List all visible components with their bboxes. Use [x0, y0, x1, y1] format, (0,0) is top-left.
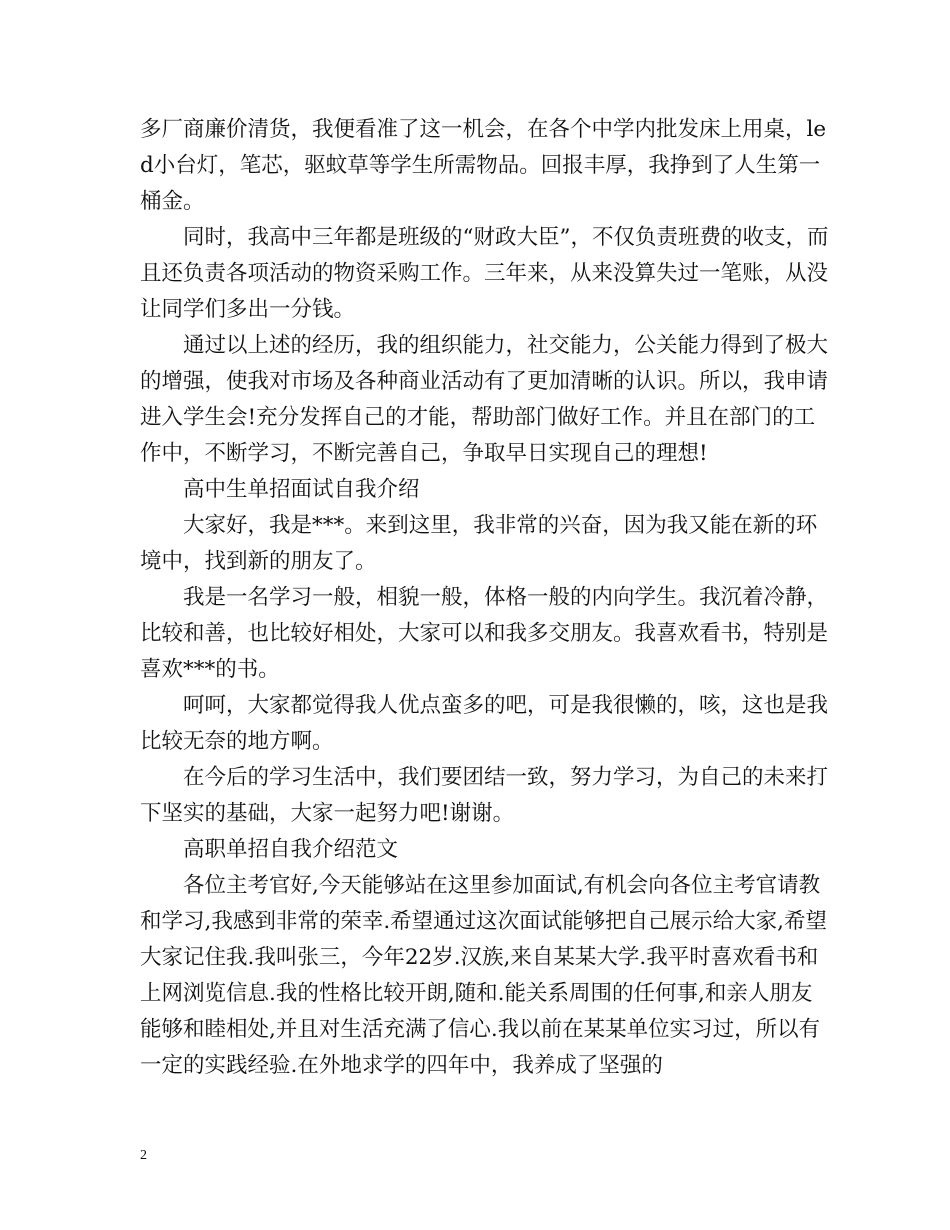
section-heading-vocational-intro: 高职单招自我介绍范文 — [183, 837, 399, 862]
paragraph-6: 我是一名学习一般，相貌一般，体格一般的内向学生。我沉着冷静，比较和善，也比较好相处，大家可以和我多交朋友。我喜欢看书，特别是喜欢***的书。 — [140, 585, 829, 682]
paragraph-1: 多厂商廉价清货，我便看准了这一机会，在各个中学内批发床上用桌，led小台灯，笔芯，驱蚊草等学生所需物品。回报丰厚，我挣到了人生第一桶金。 — [140, 117, 827, 214]
paragraph-5: 大家好，我是***。来到这里，我非常的兴奋，因为我又能在新的环境中，找到新的朋友了。 — [140, 513, 818, 574]
section-heading-high-school-interview: 高中生单招面试自我介绍 — [183, 477, 420, 502]
paragraph-7: 呵呵，大家都觉得我人优点蛮多的吧，可是我很懒的，咳，这也是我比较无奈的地方啊。 — [140, 693, 829, 754]
document-body — [140, 112, 830, 1084]
paragraph-8: 在今后的学习生活中，我们要团结一致，努力学习，为自己的未来打下坚实的基础，大家一起努力吧!谢谢。 — [140, 765, 829, 826]
paragraph-3: 通过以上述的经历，我的组织能力，社交能力，公关能力得到了极大的增强，使我对市场及各种商业活动有了更加清晰的认识。所以，我申请进入学生会!充分发挥自己的才能，帮助部门做好工作。并且在部门的工作中，不断学习，不断完善自己，争取早日实现自己的理想! — [140, 333, 829, 466]
paragraph-2: 同时，我高中三年都是班级的“财政大臣”，不仅负责班费的收支，而且还负责各项活动的物资采购工作。三年来，从来没算失过一笔账，从没让同学们多出一分钱。 — [140, 225, 829, 322]
page-number: 2 — [140, 1148, 147, 1163]
paragraph-10: 各位主考官好,今天能够站在这里参加面试,有机会向各位主考官请教和学习,我感到非常的荣幸.希望通过这次面试能够把自己展示给大家,希望大家记住我.我叫张三，今年22岁.汉族,来自某某大学.我平时喜欢看书和上网浏览信息.我的性格比较开朗,随和.能关系周围的任何事,和亲人朋友能够和睦相处,并且对生活充满了信心.我以前在某某单位实习过，所以有一定的实践经验.在外地求学的四年中，我养成了坚强的 — [140, 873, 828, 1078]
